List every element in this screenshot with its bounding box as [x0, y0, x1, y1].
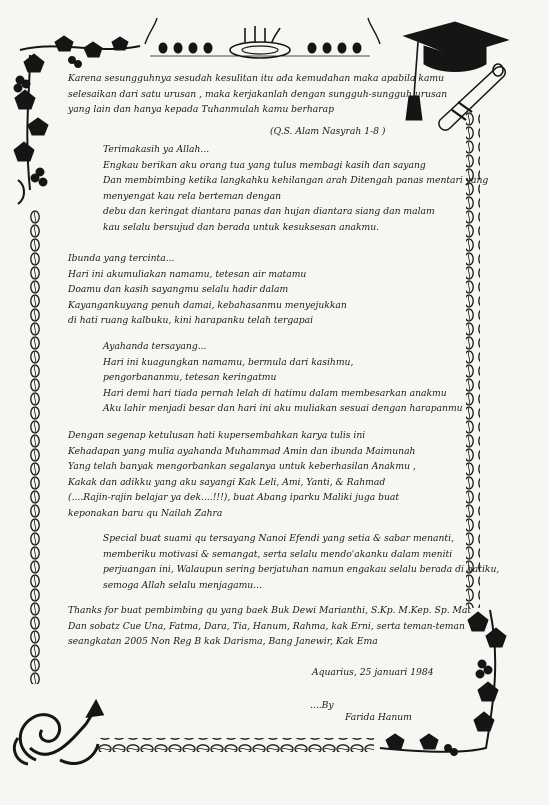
ibunda-line: Kayangankuyang penuh damai, kebahasanmu menyejukkan	[68, 299, 347, 311]
dedication-line: Kehadapan yang mulia ayahanda Muhammad Amin dan ibunda Maimunah	[68, 445, 416, 457]
ibunda-line: Ibunda yang tercinta...	[68, 253, 175, 264]
signature-name: Farida Hanum	[345, 712, 412, 723]
ibunda-line: di hati ruang kalbuku, kini harapanku telah tergapai	[68, 315, 314, 327]
scroll-flourish-corner-icon	[14, 702, 102, 764]
place-date: Aquarius, 25 januari 1984	[312, 667, 434, 678]
calligraphy-ornament-icon	[145, 18, 380, 58]
thanks-line: Thanks for buat pembimbing qu yang baek Buk Dewi Marianthi, S.Kp. M.Kep. Sp. Mat	[68, 605, 472, 616]
suami-line: semoga Allah selalu menjagamu...	[103, 579, 262, 591]
allah-line: Dan membimbing ketika langkahku kehilangan arah Ditengah panas mentari yang	[103, 175, 489, 187]
quran-verse	[68, 71, 447, 118]
ibunda-section	[68, 251, 347, 329]
quran-line: selesaikan dari satu urusan , maka kerjakanlah dengan sungguh-sungguh urusan	[68, 88, 448, 100]
quran-line: Karena sesungguhnya sesudah kesulitan itu ada kemudahan maka apabila kamu	[68, 73, 445, 84]
ibunda-line: Doamu dan kasih sayangmu selalu hadir dalam	[68, 284, 289, 296]
signature-by: ....By	[310, 700, 334, 711]
dedication-line: Yang telah banyak mengorbankan segalanya untuk keberhasilan Anakmu ,	[68, 461, 416, 473]
thanks-section	[68, 603, 471, 650]
ayahanda-line: pengorbananmu, tetesan keringatmu	[103, 372, 277, 384]
allah-line: Engkau berikan aku orang tua yang tulus membagi kasih dan sayang	[103, 159, 426, 171]
thanks-line: seangkatan 2005 Non Reg B kak Darisma, Bang Janewir, Kak Ema	[68, 636, 378, 648]
quran-reference: (Q.S. Alam Nasyrah 1-8 )	[270, 126, 386, 137]
allah-line: debu dan keringat diantara panas dan hujan diantara siang dan malam	[103, 206, 435, 218]
dedication-line: Kakak dan adikku yang aku sayangi Kak Leli, Ami, Yanti, & Rahmad	[68, 476, 386, 488]
quran-line: yang lain dan hanya kepada Tuhanmulah kamu berharap	[68, 104, 335, 116]
bottom-chain-border	[98, 738, 374, 752]
dedication-section	[68, 428, 416, 522]
thanks-line: Dan sobatz Cue Una, Fatma, Dara, Tia, Hanum, Rahma, kak Erni, serta teman-teman	[68, 620, 465, 632]
ayahanda-section	[103, 339, 463, 417]
ibunda-line: Hari ini akumuliakan namamu, tetesan air matamu	[68, 268, 307, 280]
ayahanda-line: Hari ini kuagungkan namamu, bermula dari kasihmu,	[103, 356, 354, 368]
dedication-line: Dengan segenap ketulusan hati kupersembahkan karya tulis ini	[68, 430, 366, 441]
allah-section	[103, 142, 488, 236]
dedication-line: (....Rajin-rajin belajar ya dek....!!!), buat Abang iparku Maliki juga buat	[68, 492, 400, 504]
allah-line: menyengat kau rela berteman dengan	[103, 190, 282, 202]
suami-line: Special buat suami qu tersayang Nanoi Efendi yang setia & sabar menanti,	[103, 533, 454, 544]
suami-section	[103, 531, 499, 593]
ayahanda-line: Hari demi hari tiada pernah lelah di hatimu dalam membesarkan anakmu	[103, 387, 447, 399]
suami-line: perjuangan ini, Walaupun sering berjatuhan namun engakau selalu berada di hatiku,	[103, 564, 500, 576]
ayahanda-line: Ayahanda tersayang...	[103, 341, 207, 352]
suami-line: memberiku motivasi & semangat, serta selalu mendo'akanku dalam meniti	[103, 548, 453, 560]
allah-line: kau selalu bersujud dan berada untuk kesuksesan anakmu.	[103, 221, 380, 233]
dedication-line: keponakan baru qu Nailah Zahra	[68, 507, 223, 519]
allah-line: Terimakasih ya Allah...	[103, 144, 210, 155]
ayahanda-line: Aku lahir menjadi besar dan hari ini aku muliakan sesuai dengan harapanmu	[103, 403, 463, 415]
left-chain-border	[27, 210, 41, 684]
